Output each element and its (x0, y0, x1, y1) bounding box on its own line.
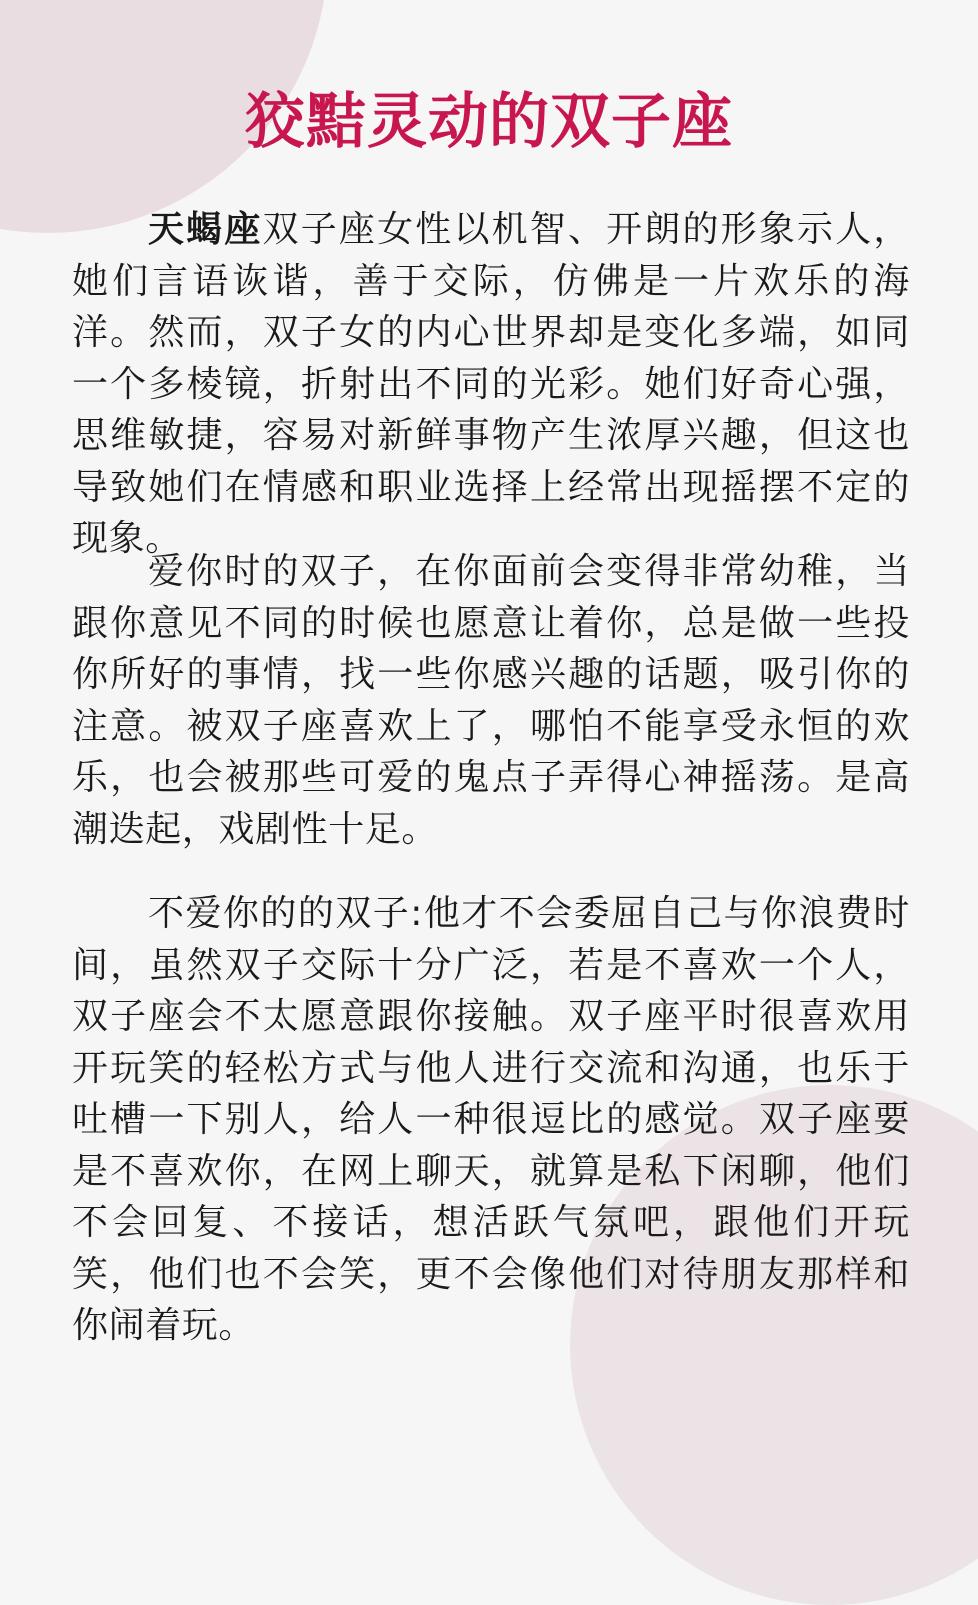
paragraph-3 (72, 888, 910, 1352)
article-title: 狡黠灵动的双子座 (245, 87, 733, 157)
paragraph-2-text: 爱你时的双子，在你面前会变得非常幼稚，当跟你意见不同的时候也愿意让着你，总是做一些投你所好的事情，找一些你感兴趣的话题，吸引你的注意。被双子座喜欢上了，哪怕不能享受永恒的欢乐，也会被那些可爱的鬼点子弄得心神摇荡。是高潮迭起，戏剧性十足。 (72, 551, 910, 850)
paragraph-2 (72, 546, 910, 855)
paragraph-3-text: 不爱你的的双子:他才不会委屈自己与你浪费时间，虽然双子交际十分广泛，若是不喜欢一个人，双子座会不太愿意跟你接触。双子座平时很喜欢用开玩笑的轻松方式与他人进行交流和沟通，也乐于吐槽一下别人，给人一种很逗比的感觉。双子座要是不喜欢你，在网上聊天，就算是私下闲聊，他们不会回复、不接话，想活跃气氛吧，跟他们开玩笑，他们也不会笑，更不会像他们对待朋友那样和你闹着玩。 (72, 893, 910, 1346)
paragraph-1-text: 双子座女性以机智、开朗的形象示人，她们言语诙谐，善于交际，仿佛是一片欢乐的海洋。然而，双子女的内心世界却是变化多端，如同一个多棱镜，折射出不同的光彩。她们好奇心强，思维敏捷，容易对新鲜事物产生浓厚兴趣，但这也导致她们在情感和职业选择上经常出现摇摆不定的现象。 (72, 209, 910, 559)
paragraph-1-lead: 天蝎座 (148, 209, 263, 250)
paragraph-1 (72, 204, 910, 565)
